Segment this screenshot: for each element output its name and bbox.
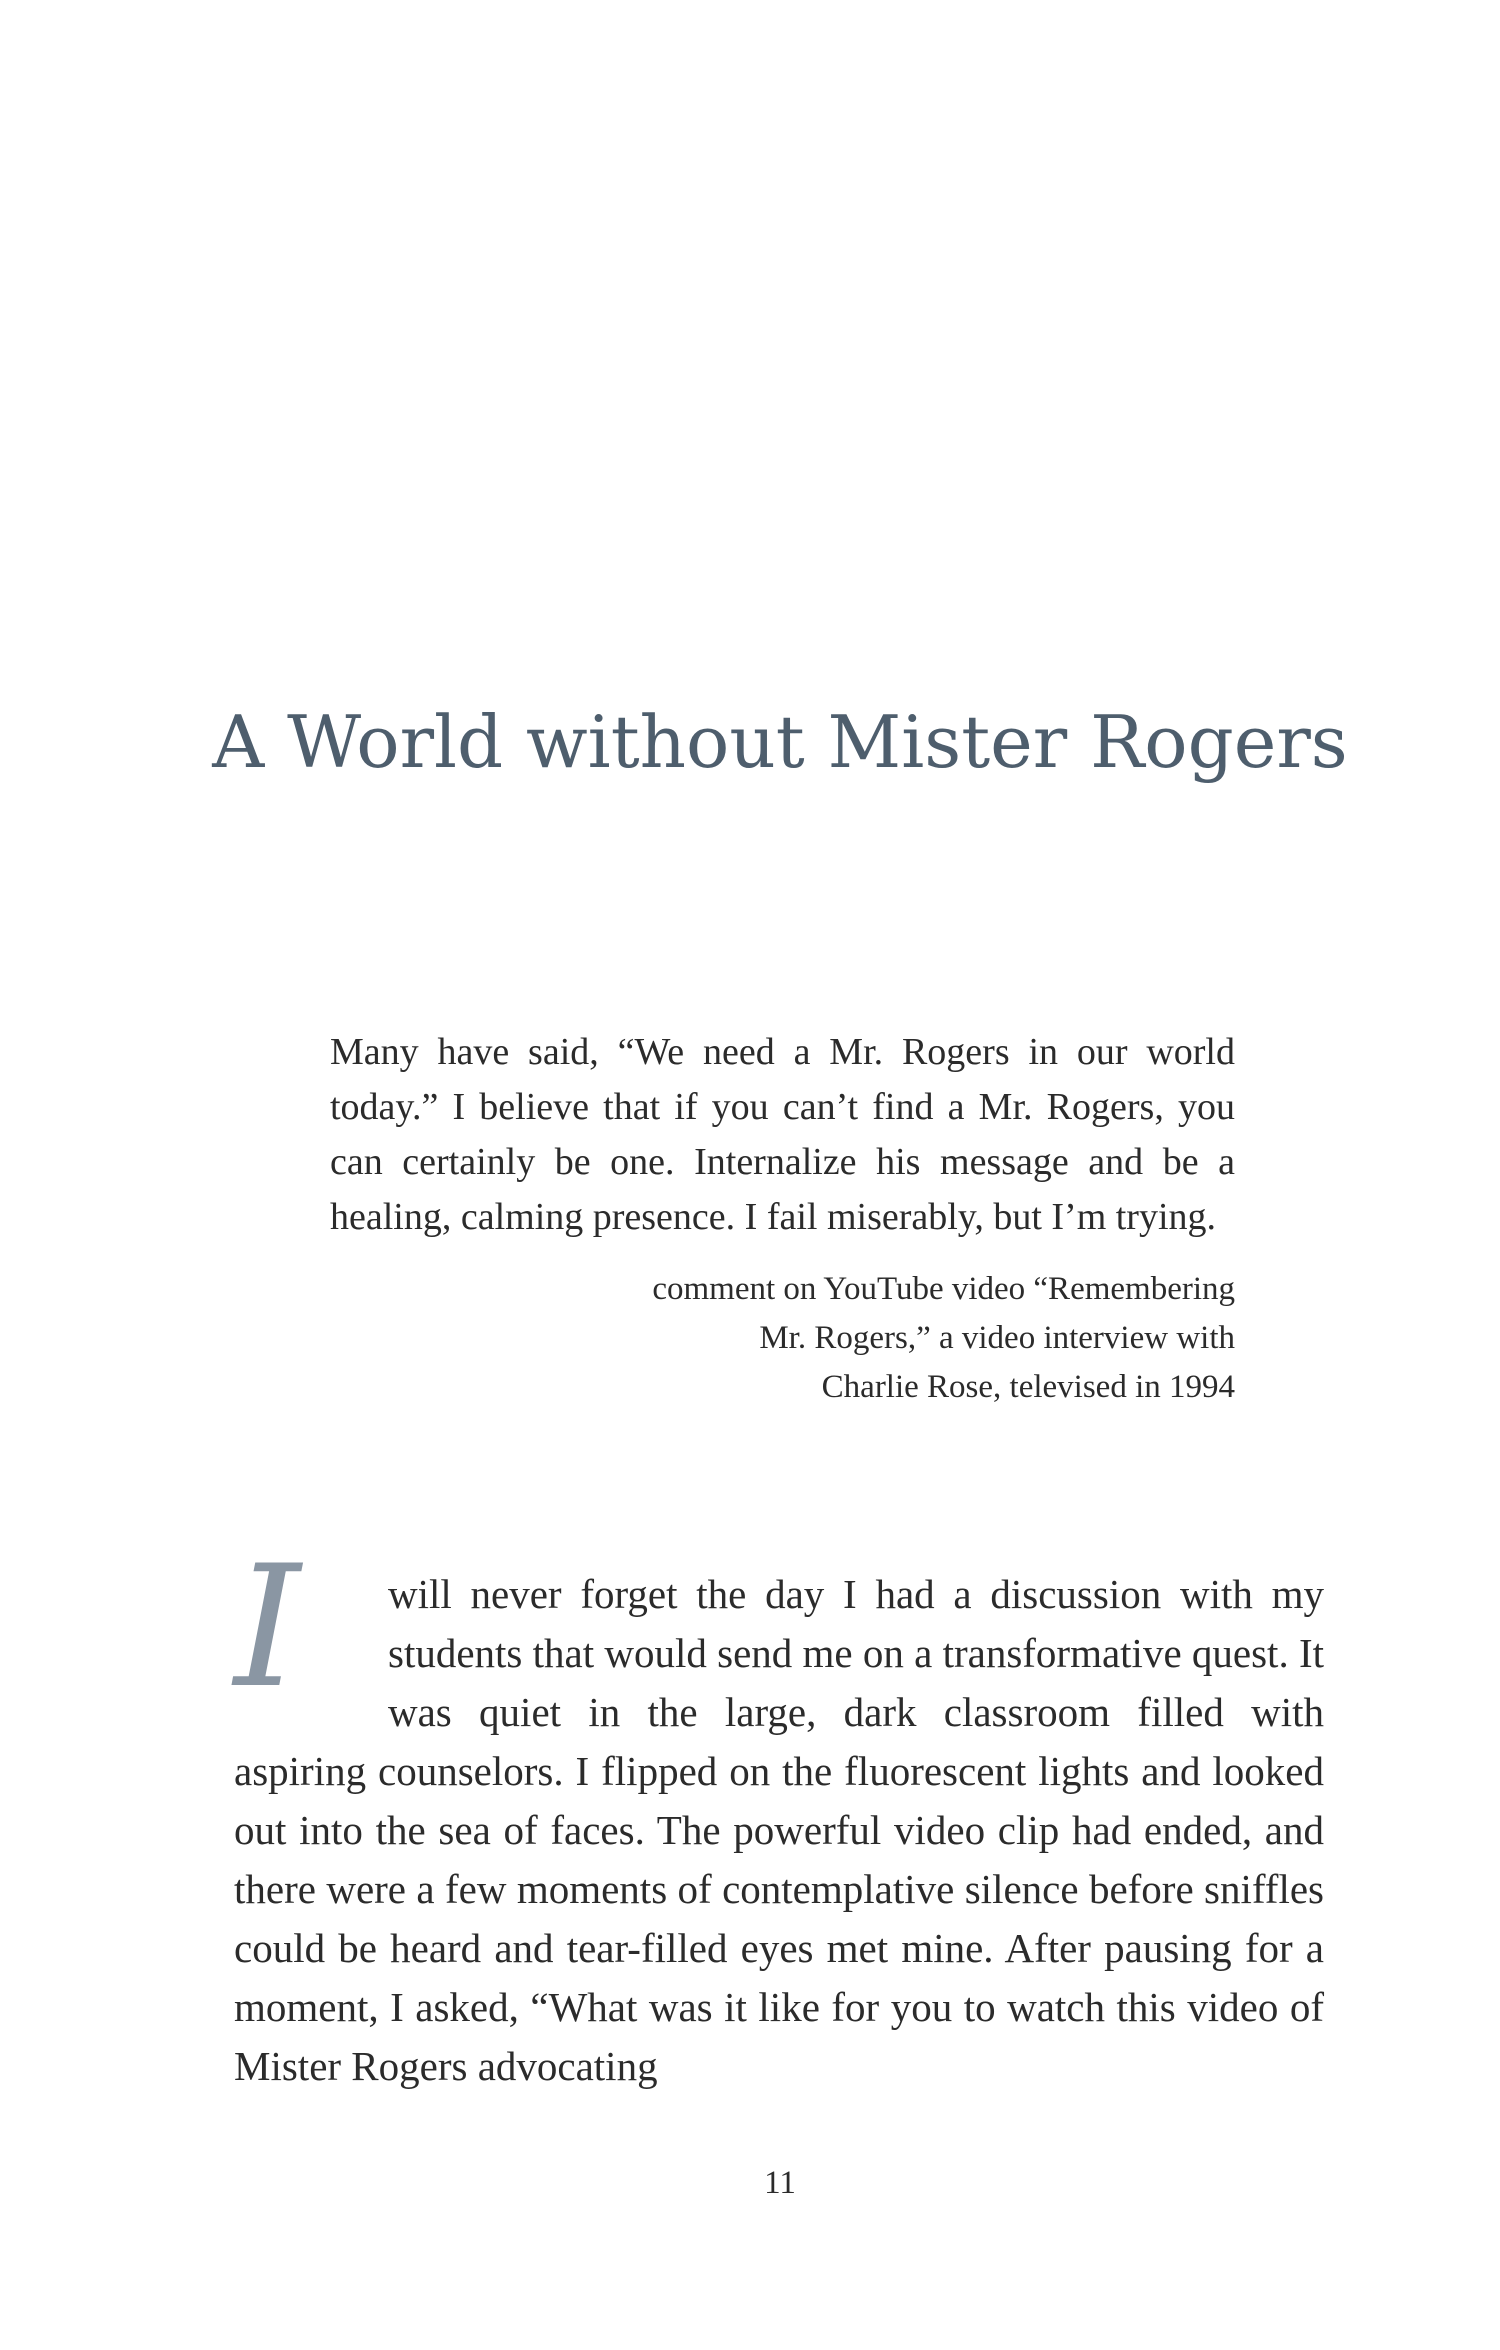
body-text-block — [234, 1529, 1324, 2096]
page-number: 11 — [764, 2165, 796, 2201]
epigraph-quote: Many have said, “We need a Mr. Rogers in our world today.” I believe that if you can’t find a Mr. Rogers, you can certainly be one. Internalize his message and be a healing, calming presence. I fail miserably, but I’m trying. — [330, 1031, 1235, 1238]
attribution-line: Charlie Rose, televised in 1994 — [821, 1369, 1235, 1405]
body-paragraph: will never forget the day I had a discussion with my students that would send me on a transformative quest. It was quiet in the large, dark classroom filled with aspiring counselors. I flipped on the fluorescent lights and looked out into the sea of faces. The powerful video clip had ended, and there were a few moments of contemplative silence before sniffles could be heard and tear-filled eyes met mine. After pausing for a moment, I asked, “What was it like for you to watch this video of Mister Rogers advocating — [234, 1571, 1324, 2089]
drop-cap: I — [234, 1529, 301, 1725]
drop-cap-container — [234, 1529, 370, 1725]
attribution-line: Mr. Rogers,” a video interview with — [759, 1320, 1235, 1356]
epigraph-attribution — [330, 1265, 1235, 1412]
epigraph — [330, 1025, 1235, 1412]
chapter-title: A World without Mister Rogers — [212, 700, 1348, 784]
attribution-line: comment on YouTube video “Remembering — [652, 1271, 1235, 1307]
